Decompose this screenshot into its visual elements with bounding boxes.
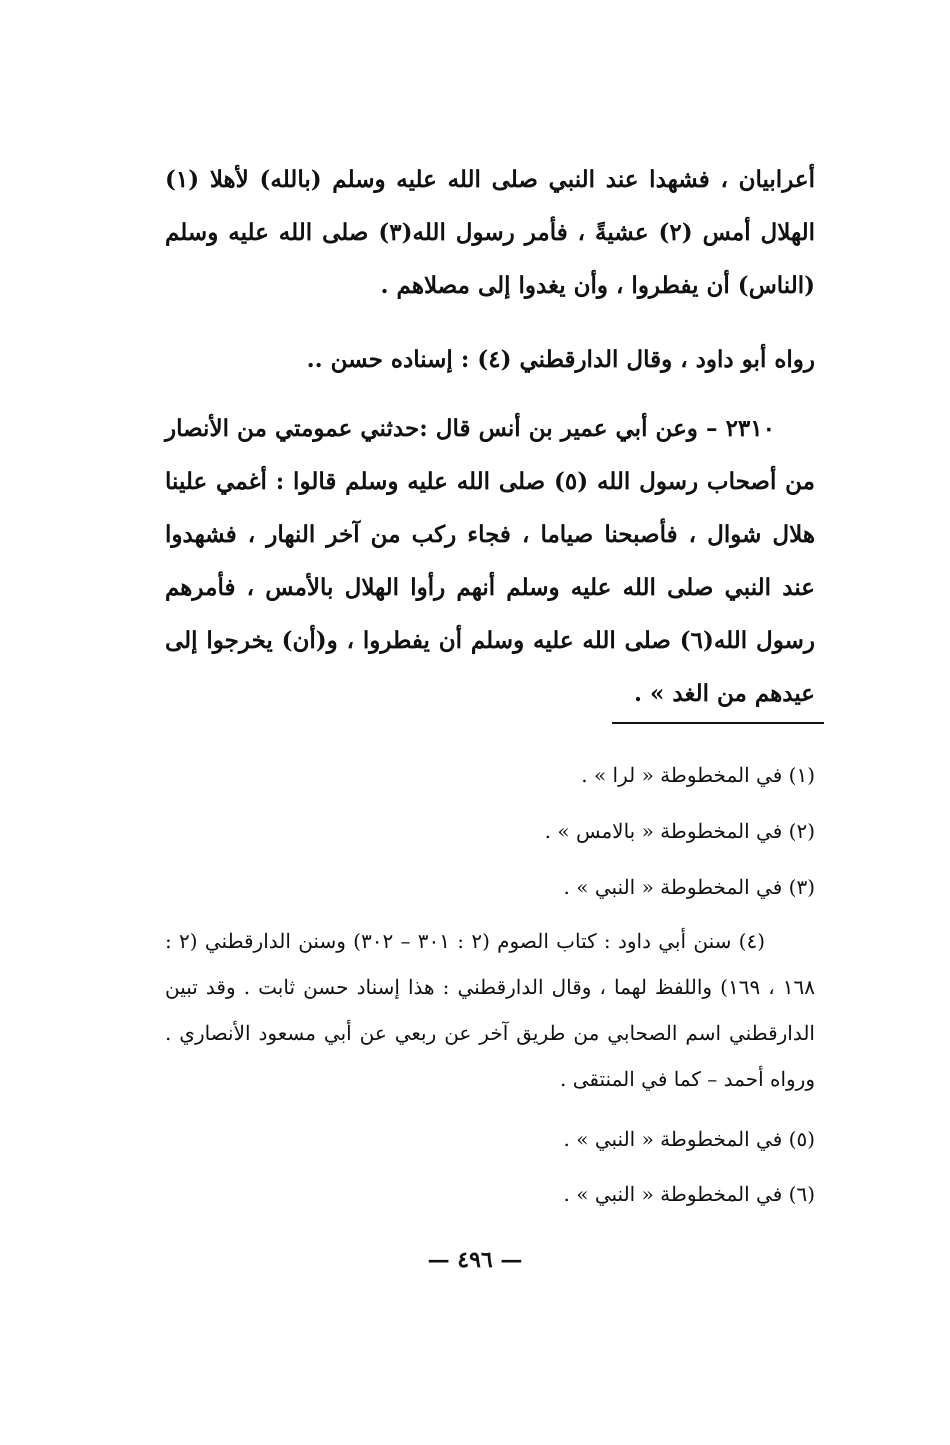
footnote-divider xyxy=(612,722,824,724)
main-paragraph-3: ٢٣١٠ – وعن أبي عمير بن أنس قال :حدثني عمومتي من الأنصار من أصحاب رسول الله (٥) صلى الله عليه وسلم قالوا : أغمي علينا هلال شوال ، فأصبحنا صياما ، فجاء ركب من آخر النهار ، فشهدوا عند النبي صلى الله عليه وسلم أنهم رأوا الهلال بالأمس ، فأمرهم رسول الله(٦) صلى الله عليه وسلم أن يفطروا ، و(أن) يخرجوا إلى عيدهم من الغد » . xyxy=(165,415,815,707)
footnote-5: (٥) في المخطوطة « النبي » . xyxy=(563,1127,815,1151)
footnote-1: (١) في المخطوطة « لرا » . xyxy=(581,763,815,787)
footnote-6: (٦) في المخطوطة « النبي » . xyxy=(563,1182,815,1206)
footnote-3: (٣) في المخطوطة « النبي » . xyxy=(563,875,815,899)
footnote-2: (٢) في المخطوطة « بالامس » . xyxy=(544,819,815,843)
main-paragraph-1: أعرابيان ، فشهدا عند النبي صلى الله عليه وسلم (بالله) لأهلا (١) الهلال أمس (٢) عشيةً ، فأمر رسول الله(٣) صلى الله عليه وسلم (الناس) أن يفطروا ، وأن يغدوا إلى مصلاهم . xyxy=(165,166,815,299)
footnote-4: (٤) سنن أبي داود : كتاب الصوم (٢ : ٣٠١ – ٣٠٢) وسنن الدارقطني (٢ : ١٦٨ ، ١٦٩) واللفظ لهما ، وقال الدارقطني : هذا إسناد حسن ثابت . وقد تبين الدارقطني اسم الصحابي من طريق آخر عن ربعي عن أبي مسعود الأنصاري . ورواه أحمد – كما في المنتقى . xyxy=(165,929,816,1091)
main-paragraph-2: رواه أبو داود ، وقال الدارقطني (٤) : إسناده حسن .. xyxy=(306,346,815,373)
page-number: — ٤٩٦ — xyxy=(427,1247,523,1273)
